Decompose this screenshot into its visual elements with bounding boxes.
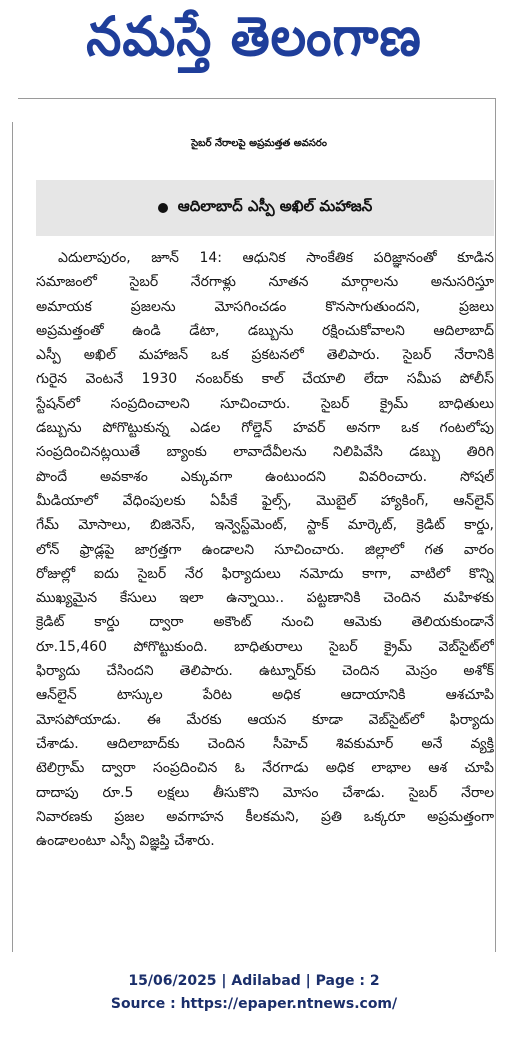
article-subhead: ఆదిలాబాద్ ఎస్పీ అఖిల్ మహాజన్	[177, 197, 373, 215]
article-headline: సైబర్ నేరాలపై అప్రమత్తత అవసరం	[191, 138, 327, 149]
article-line: డబ్బును పోగొట్టుకున్న ఎడల గోల్డెన్ హవర్ అనగా ఒక గంటలోపు	[36, 420, 494, 437]
article-subhead-box	[36, 180, 494, 236]
article-line: రోజుల్లో ఐదు సైబర్ నేర ఫిర్యాదులు నమోదు కాగా, వాటిలో కొన్ని	[36, 565, 494, 582]
article-line: క్రెడిట్ కార్డు ద్వారా అకౌంట్ నుంచి ఆమెకు తెలియకుండానే	[36, 614, 494, 631]
article-line: దాదాపు రూ.5 లక్షలు తీసుకొని మోసం చేశాడు. సైబర్ నేరాల	[36, 784, 494, 801]
article-line: టెలిగ్రామ్ ద్వారా సంప్రదించిన ఓ నేరగాడు అధిక లాభాల ఆశ చూపి	[36, 760, 494, 777]
article-line: మీడియాలో వేధింపులకు ఏపీకే ఫైల్స్, మొబైల్ హ్యాకింగ్, ఆన్‌లైన్	[36, 492, 494, 509]
article-line: గేమ్ మోసాలు, బిజినెస్, ఇన్వెస్ట్‌మెంట్, స్టాక్ మార్కెట్, క్రెడిట్ కార్డు,	[36, 517, 494, 534]
article-body	[36, 246, 494, 853]
article-line: ముఖ్యమైన కేసులు ఇలా ఉన్నాయి.. పట్టణానికి చెందిన మహిళకు	[36, 590, 494, 607]
article-line: చేశాడు. ఆదిలాబాద్‌కు చెందిన సీహెచ్ శివకుమార్ అనే వ్యక్తి	[36, 735, 494, 752]
source-line: Source : https://epaper.ntnews.com/	[110, 996, 398, 1012]
article-line: గురైన వెంటనే 1930 నంబర్‌కు కాల్ చేయాలి లేదా సమీప పోలీస్	[36, 371, 494, 388]
article-line: ఎదులాపురం, జూన్ 14: ఆధునిక సాంకేతిక పరిజ్ఞానంతో కూడిన	[58, 250, 494, 266]
article-line: రూ.15,460 పోగొట్టుకుంది. బాధితురాలు సైబర్ క్రైమ్ వెబ్‌సైట్‌లో	[36, 638, 494, 655]
article-line: నివారణకు ప్రజల అవగాహన కీలకమని, ప్రతి ఒక్కరూ అప్రమత్తంగా	[36, 808, 494, 825]
article-line: పొందే అవకాశం ఎక్కువగా ఉంటుందని వివరించారు. సోషల్	[36, 468, 494, 485]
article-line: మోసపోయాడు. ఈ మేరకు ఆయన కూడా వెబ్‌సైట్‌లో ఫిర్యాదు	[36, 711, 494, 728]
article-line: అమాయక ప్రజలను మోసగించడం కొనసాగుతుందని, ప్రజలు	[36, 298, 494, 315]
article-line: ఆన్‌లైన్ టాస్కుల పేరిట అధిక ఆదాయానికి ఆశచూపి	[36, 687, 494, 704]
bullet-icon	[158, 203, 168, 213]
article-line: ఎస్పీ అఖిల్ మహాజన్ ఒక ప్రకటనలో తెలిపారు. సైబర్ నేరానికి	[36, 347, 494, 364]
masthead-title: నమస్తే తెలంగాణ	[86, 4, 422, 68]
article-line: స్టేషన్‌లో సంప్రదించాలని సూచించారు. సైబర్ క్రైమ్ బాధితులు	[36, 395, 494, 412]
article-line: సమాజంలో సైబర్ నేరగాళ్లు నూతన మార్గాలను అనుసరిస్తూ	[36, 274, 494, 291]
article-line: ఫిర్యాదు చేసిందని తెలిపారు. ఉట్నూర్‌కు చెందిన మెస్రం అశోక్	[36, 663, 494, 680]
article-line: అప్రమత్తంతో ఉండి డేటా, డబ్బును రక్షించుకోవాలని ఆదిలాబాద్	[36, 322, 494, 339]
article-line: ఉండాలంటూ ఎస్పీ విజ్ఞప్తి చేశారు.	[36, 833, 215, 850]
masthead	[28, 6, 480, 80]
article-line: సంప్రదించినట్లయితే బ్యాంకు లావాదేవీలను నిలిపివేసి డబ్బు తిరిగి	[36, 444, 494, 461]
edition-info: 15/06/2025 | Adilabad | Page : 2	[128, 973, 380, 989]
article-line: లోన్ ఫ్రాడ్లపై జాగ్రత్తగా ఉండాలని సూచించారు. జిల్లాలో గత వారం	[36, 541, 494, 558]
frame-gap	[12, 98, 18, 122]
